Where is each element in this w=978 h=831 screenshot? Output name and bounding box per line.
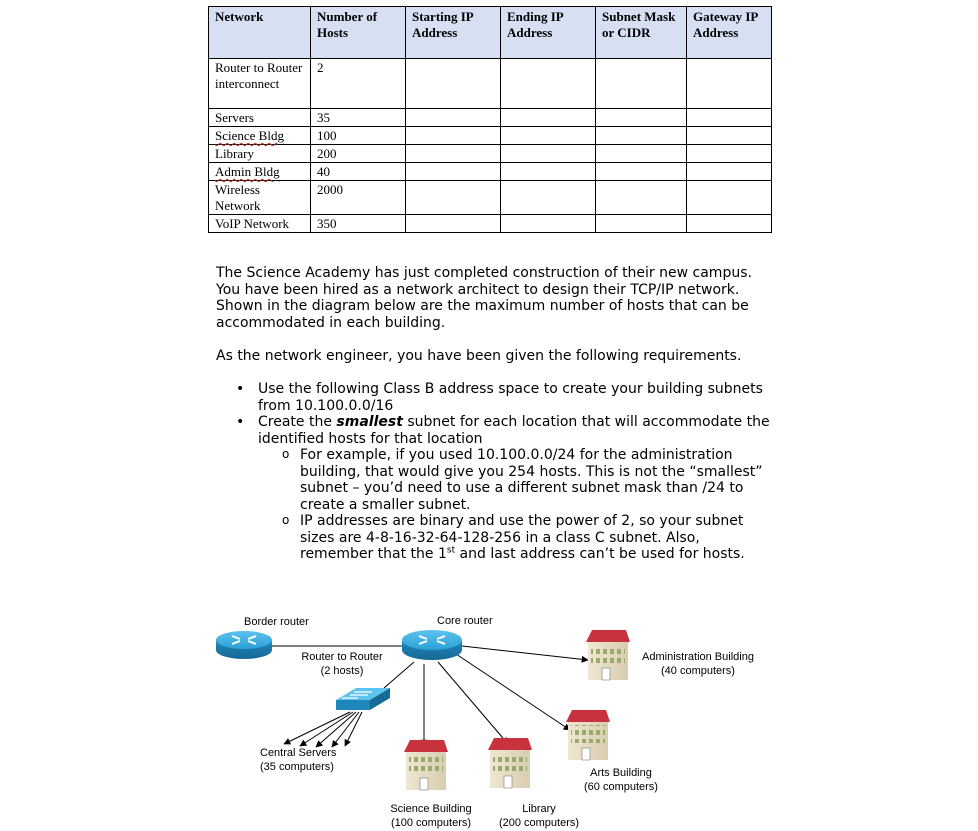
library-title: Library [522,803,556,815]
admin-building-icon [586,630,630,680]
switch-server-link [332,712,359,747]
requirement-text-pre: Create the [258,414,337,430]
subnet-mask-cell[interactable] [596,163,687,181]
ending-ip-cell[interactable] [501,163,596,181]
arts-building-icon [566,710,610,760]
router-to-router-label [300,650,384,678]
superscript-st: st [446,545,456,556]
starting-ip-cell[interactable] [406,181,501,215]
ending-ip-cell[interactable] [501,109,596,127]
library-count: (200 computers) [498,817,580,829]
sub-requirement-text: For example, if you used 10.100.0.0/24 for the administration building, that would give you 254 hosts. This is not the “smallest” subnet – you’d need to use a different subnet mask than /24 to create a smaller subnet. [300,447,763,513]
subnet-mask-cell[interactable] [596,215,687,233]
gateway-ip-cell[interactable] [687,163,772,181]
network-cell: Library [209,145,311,163]
requirement-text-post: subnet for each location that will accommodate the identified hosts for that location [258,414,770,447]
core-router-label: Core router [437,615,493,627]
switch-server-link [316,712,356,747]
library-label [494,802,584,830]
core-admin-link [462,646,588,660]
core-library-link [438,662,508,744]
border-router-label: Border router [244,616,309,628]
router-to-router-hosts: (2 hosts) [320,665,364,677]
science-building-count: (100 computers) [390,817,472,829]
science-building-label [384,802,478,830]
gateway-ip-cell[interactable] [687,145,772,163]
table-row [209,215,772,233]
sub-requirement-text-pre: IP addresses are binary and use the power of 2, so your subnet sizes are 4-8-16-32-64-128-256 in a class C subnet. Also, remember that the 1 [300,513,744,562]
starting-ip-cell[interactable] [406,145,501,163]
library-building-icon [488,738,532,788]
requirement-item [216,381,776,414]
core-router-icon [402,630,462,660]
requirement-text: Use the following Class B address space to create your building subnets from 10.100.0.0/16 [258,381,763,414]
subnet-mask-cell[interactable] [596,145,687,163]
network-label: Admin Bldg [215,164,280,179]
header-subnet-mask: Subnet Mask or CIDR [596,7,687,59]
subnet-mask-cell[interactable] [596,127,687,145]
starting-ip-cell[interactable] [406,59,501,109]
border-router-icon [216,631,272,659]
header-network: Network [209,7,311,59]
hosts-cell: 35 [311,109,406,127]
subnet-mask-cell[interactable] [596,181,687,215]
central-servers-title: Central Servers [260,747,337,759]
gateway-ip-cell[interactable] [687,181,772,215]
router-to-router-title: Router to Router [301,651,383,663]
table-header-row [209,7,772,59]
gateway-ip-cell[interactable] [687,59,772,109]
switch-server-link [284,712,350,744]
central-servers-count: (35 computers) [260,761,334,773]
hosts-cell: 100 [311,127,406,145]
ending-ip-cell[interactable] [501,215,596,233]
gateway-ip-cell[interactable] [687,127,772,145]
subnet-mask-cell[interactable] [596,59,687,109]
network-cell: VoIP Network [209,215,311,233]
hosts-cell: 2 [311,59,406,109]
hosts-cell: 350 [311,215,406,233]
network-label: Science Bldg [215,128,284,143]
hosts-cell: 200 [311,145,406,163]
arts-building-count: (60 computers) [584,781,658,793]
central-servers-label [260,746,336,774]
ending-ip-cell[interactable] [501,181,596,215]
network-cell: Servers [209,109,311,127]
table-row [209,163,772,181]
intro-paragraph: The Science Academy has just completed construction of their new campus. You have been hired as a network architect to design their TCP/IP network. Shown in the diagram below are the maximum number of hosts that can be accommodated in each building. [216,265,752,331]
admin-building-label [636,650,760,678]
table-row [209,109,772,127]
starting-ip-cell[interactable] [406,163,501,181]
requirements-list [216,381,776,563]
requirement-item [216,414,776,563]
core-arts-link [456,654,570,730]
header-starting-ip: Starting IP Address [406,7,501,59]
gateway-ip-cell[interactable] [687,109,772,127]
science-building-icon [404,740,448,790]
header-ending-ip: Ending IP Address [501,7,596,59]
hosts-cell: 40 [311,163,406,181]
core-switch-link [384,662,414,688]
starting-ip-cell[interactable] [406,109,501,127]
arts-building-title: Arts Building [590,767,652,779]
table-row [209,127,772,145]
switch-server-link [345,712,362,746]
sub-requirement-text-post: and last address can’t be used for hosts. [455,546,745,562]
requirements-lead: As the network engineer, you have been given the following requirements. [216,348,742,364]
admin-building-title: Administration Building [642,651,754,663]
starting-ip-cell[interactable] [406,215,501,233]
subnet-mask-cell[interactable] [596,109,687,127]
network-cell: Wireless Network [209,181,311,215]
subnet-table [208,6,772,233]
table-row [209,145,772,163]
gateway-ip-cell[interactable] [687,215,772,233]
table-row [209,59,772,109]
sub-requirement-item [216,513,776,563]
hosts-cell: 2000 [311,181,406,215]
header-number-of-hosts: Number of Hosts [311,7,406,59]
network-cell [209,163,311,181]
network-cell: Router to Router interconnect [209,59,311,109]
emphasis-smallest: smallest [336,414,403,430]
network-cell [209,127,311,145]
sub-requirement-item [216,447,776,513]
table-row [209,181,772,215]
starting-ip-cell[interactable] [406,127,501,145]
arts-building-label [580,766,662,794]
switch-icon [336,688,390,710]
header-gateway-ip: Gateway IP Address [687,7,772,59]
ending-ip-cell[interactable] [501,127,596,145]
ending-ip-cell[interactable] [501,59,596,109]
science-building-title: Science Building [390,803,472,815]
switch-server-link [300,712,353,746]
ending-ip-cell[interactable] [501,145,596,163]
admin-building-count: (40 computers) [661,665,735,677]
